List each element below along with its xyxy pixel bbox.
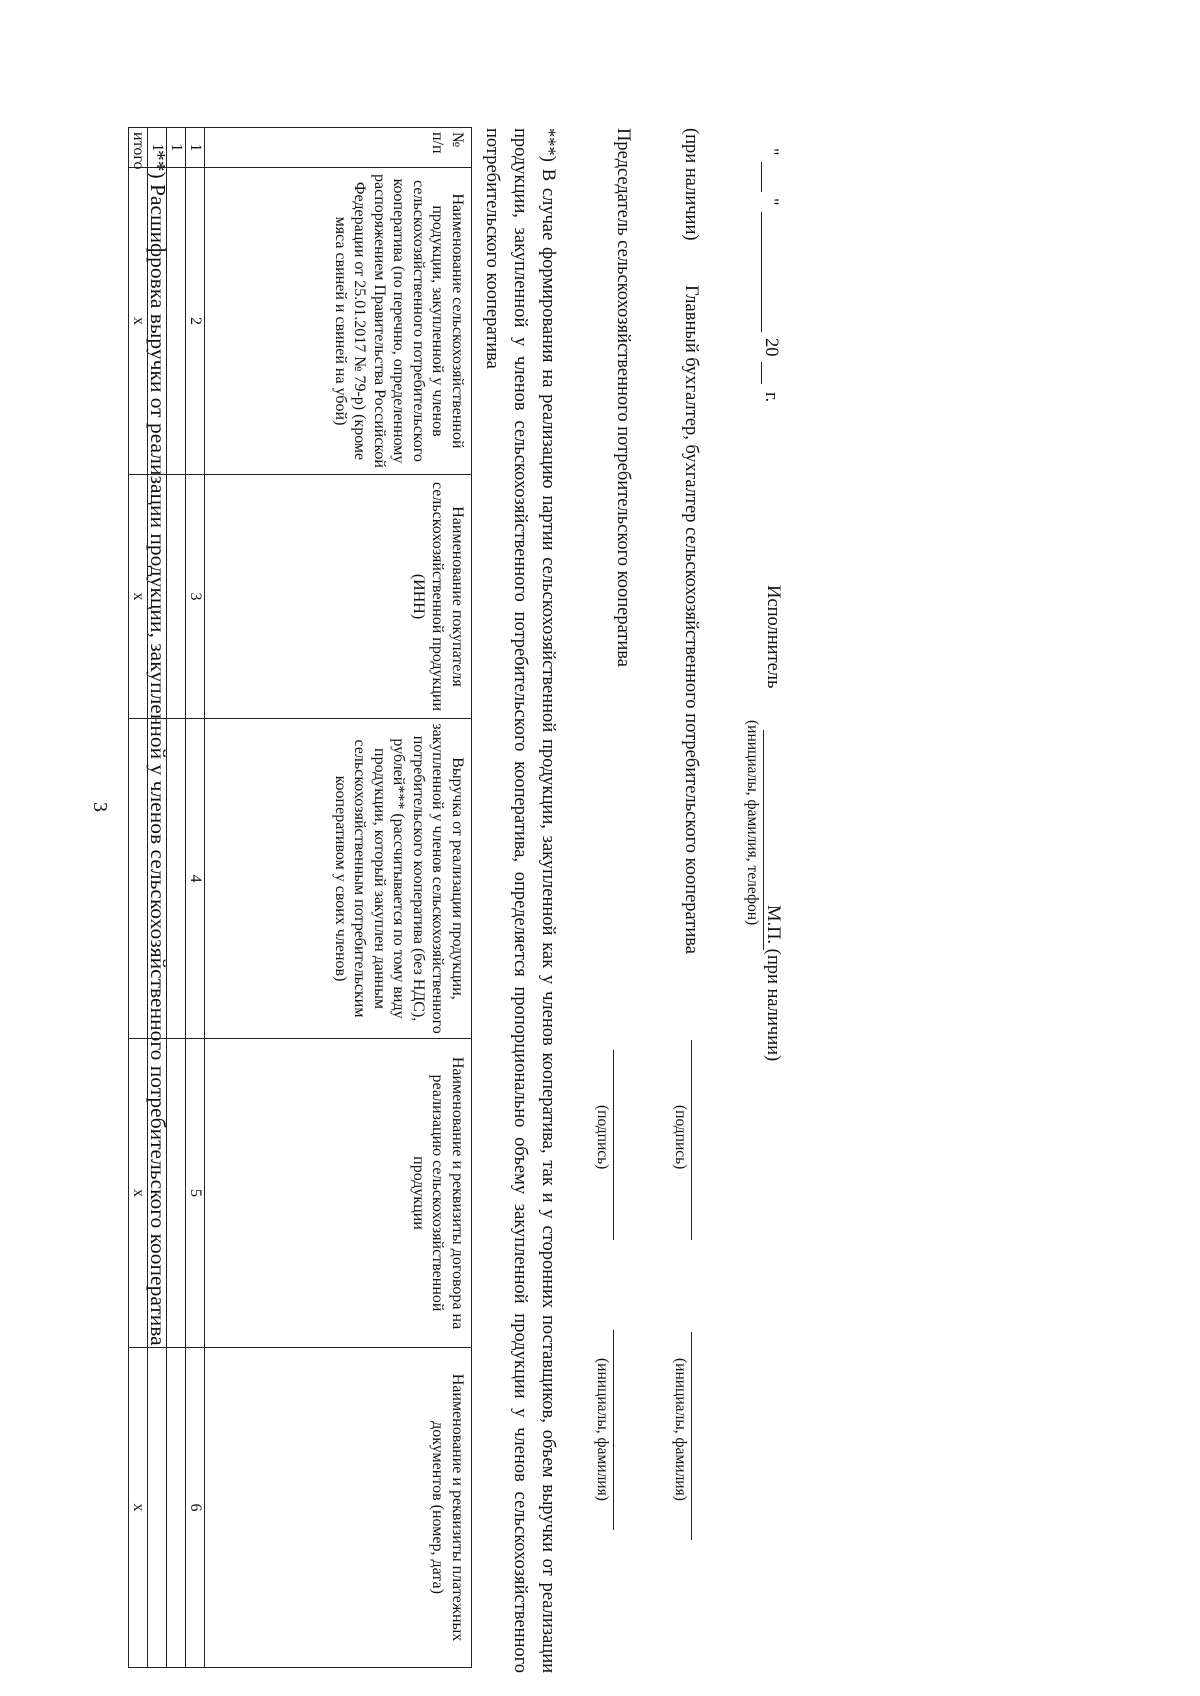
table-cell: 2	[186, 168, 205, 475]
table-cell	[129, 719, 148, 1039]
table-cell: 1	[148, 128, 167, 168]
chairman-name-caption: (инициалы, фамилия)	[594, 1358, 611, 1501]
table-cell	[167, 719, 186, 1039]
date-month-line	[761, 212, 762, 332]
table-cell: 4	[186, 719, 205, 1039]
header-cell-contract: Наименование и реквизиты договора на реализацию сельскохозяйственной продукции	[205, 1039, 472, 1348]
table-cell: итого	[129, 128, 148, 168]
header-cell-product: Наименование сельскохозяйственной продукции, закупленной у членов сельскохозяйственного потребительского кооператива (по перечню, определенному распоряжением Правительства Российской Федерации от 25.01.2017 № 79-р) (кроме мяса свиней и свиней на убой)	[205, 168, 472, 475]
chairman-signature-caption: (подпись)	[594, 1105, 611, 1170]
date-year-line	[761, 362, 762, 384]
table-header-row	[205, 128, 472, 1668]
table-cell: x	[129, 1348, 148, 1668]
table-row	[167, 128, 186, 1668]
chief-accountant-signature-caption: (подпись)	[672, 1105, 689, 1170]
header-cell-payment-docs: Наименование и реквизиты платежных документов (номер, дата)	[205, 1348, 472, 1668]
table-cell: 1	[186, 128, 205, 168]
total-row	[129, 128, 148, 1668]
chairman-label: Председатель сельскохозяйственного потребительского кооператива	[613, 128, 633, 667]
header-cell-revenue: Выручка от реализации продукции, закупленной у членов сельскохозяйственного потребительского кооператива (без НДС), рублей*** (рассчитывается по тому виду продукции, который закуплен данным сельскохозяйственным потребительским кооперативом у своих членов)	[205, 719, 472, 1039]
table-cell: 3	[186, 475, 205, 719]
date-year-prefix: 20	[761, 338, 781, 357]
table-cell: x	[129, 475, 148, 719]
chief-accountant-name-caption: (инициалы, фамилия)	[672, 1358, 689, 1501]
date-year-suffix: г.	[761, 392, 781, 403]
chairman-signature-line	[613, 1050, 614, 1240]
chief-accountant-signature-line	[691, 1040, 692, 1240]
chief-accountant-label: Главный бухгалтер, бухгалтер сельскохозяйственного потребительского кооператива	[681, 285, 701, 954]
table-cell	[167, 1348, 186, 1668]
table-cell: x	[129, 168, 148, 475]
table-row	[148, 128, 167, 1668]
executor-caption: (инициалы, фамилия, телефон)	[744, 720, 761, 926]
page-title: **) Расшифровка выручки от реализации продукции, закупленной у членов сельскохозяйственного потребительского кооператива	[146, 150, 170, 1346]
table-cell: 1	[167, 128, 186, 168]
table-cell: x	[129, 1039, 148, 1348]
page-number: 3	[89, 802, 111, 812]
column-number-row	[186, 128, 205, 1668]
stamp-label: М.П. (при наличии)	[763, 905, 783, 1062]
date-open-quote: "	[761, 148, 781, 156]
table-cell: 5	[186, 1039, 205, 1348]
table-cell	[167, 1039, 186, 1348]
table-cell	[167, 475, 186, 719]
footnote: ***) В случае формирования на реализацию партии сельскохозяйственной продукции, закупленной как у членов кооператива, так и у сторонних поставщиков, объем выручки от реализации продукции, закупленной у членов сельскохозяйственного потребительского кооператива, определяется пропорционально объему закупленной продукции у членов сельскохозяйственного потребительского кооператива	[482, 128, 558, 1673]
header-cell-number: № п/п	[205, 128, 472, 168]
chief-accountant-name-line	[691, 1332, 692, 1540]
table-cell	[148, 475, 167, 719]
chairman-name-line	[613, 1330, 614, 1530]
table-cell	[148, 168, 167, 475]
table-cell	[167, 168, 186, 475]
table-cell	[148, 1348, 167, 1668]
date-close-quote: "	[761, 198, 781, 206]
chief-accountant-label: (при наличии)	[681, 128, 701, 241]
date-day-line	[761, 162, 762, 192]
header-cell-buyer: Наименование покупателя сельскохозяйственной продукции (ИНН)	[205, 475, 472, 719]
table-cell: 6	[186, 1348, 205, 1668]
table-cell	[148, 1039, 167, 1348]
executor-label: Исполнитель	[763, 585, 783, 689]
table-cell	[148, 719, 167, 1039]
revenue-table	[128, 127, 472, 1668]
